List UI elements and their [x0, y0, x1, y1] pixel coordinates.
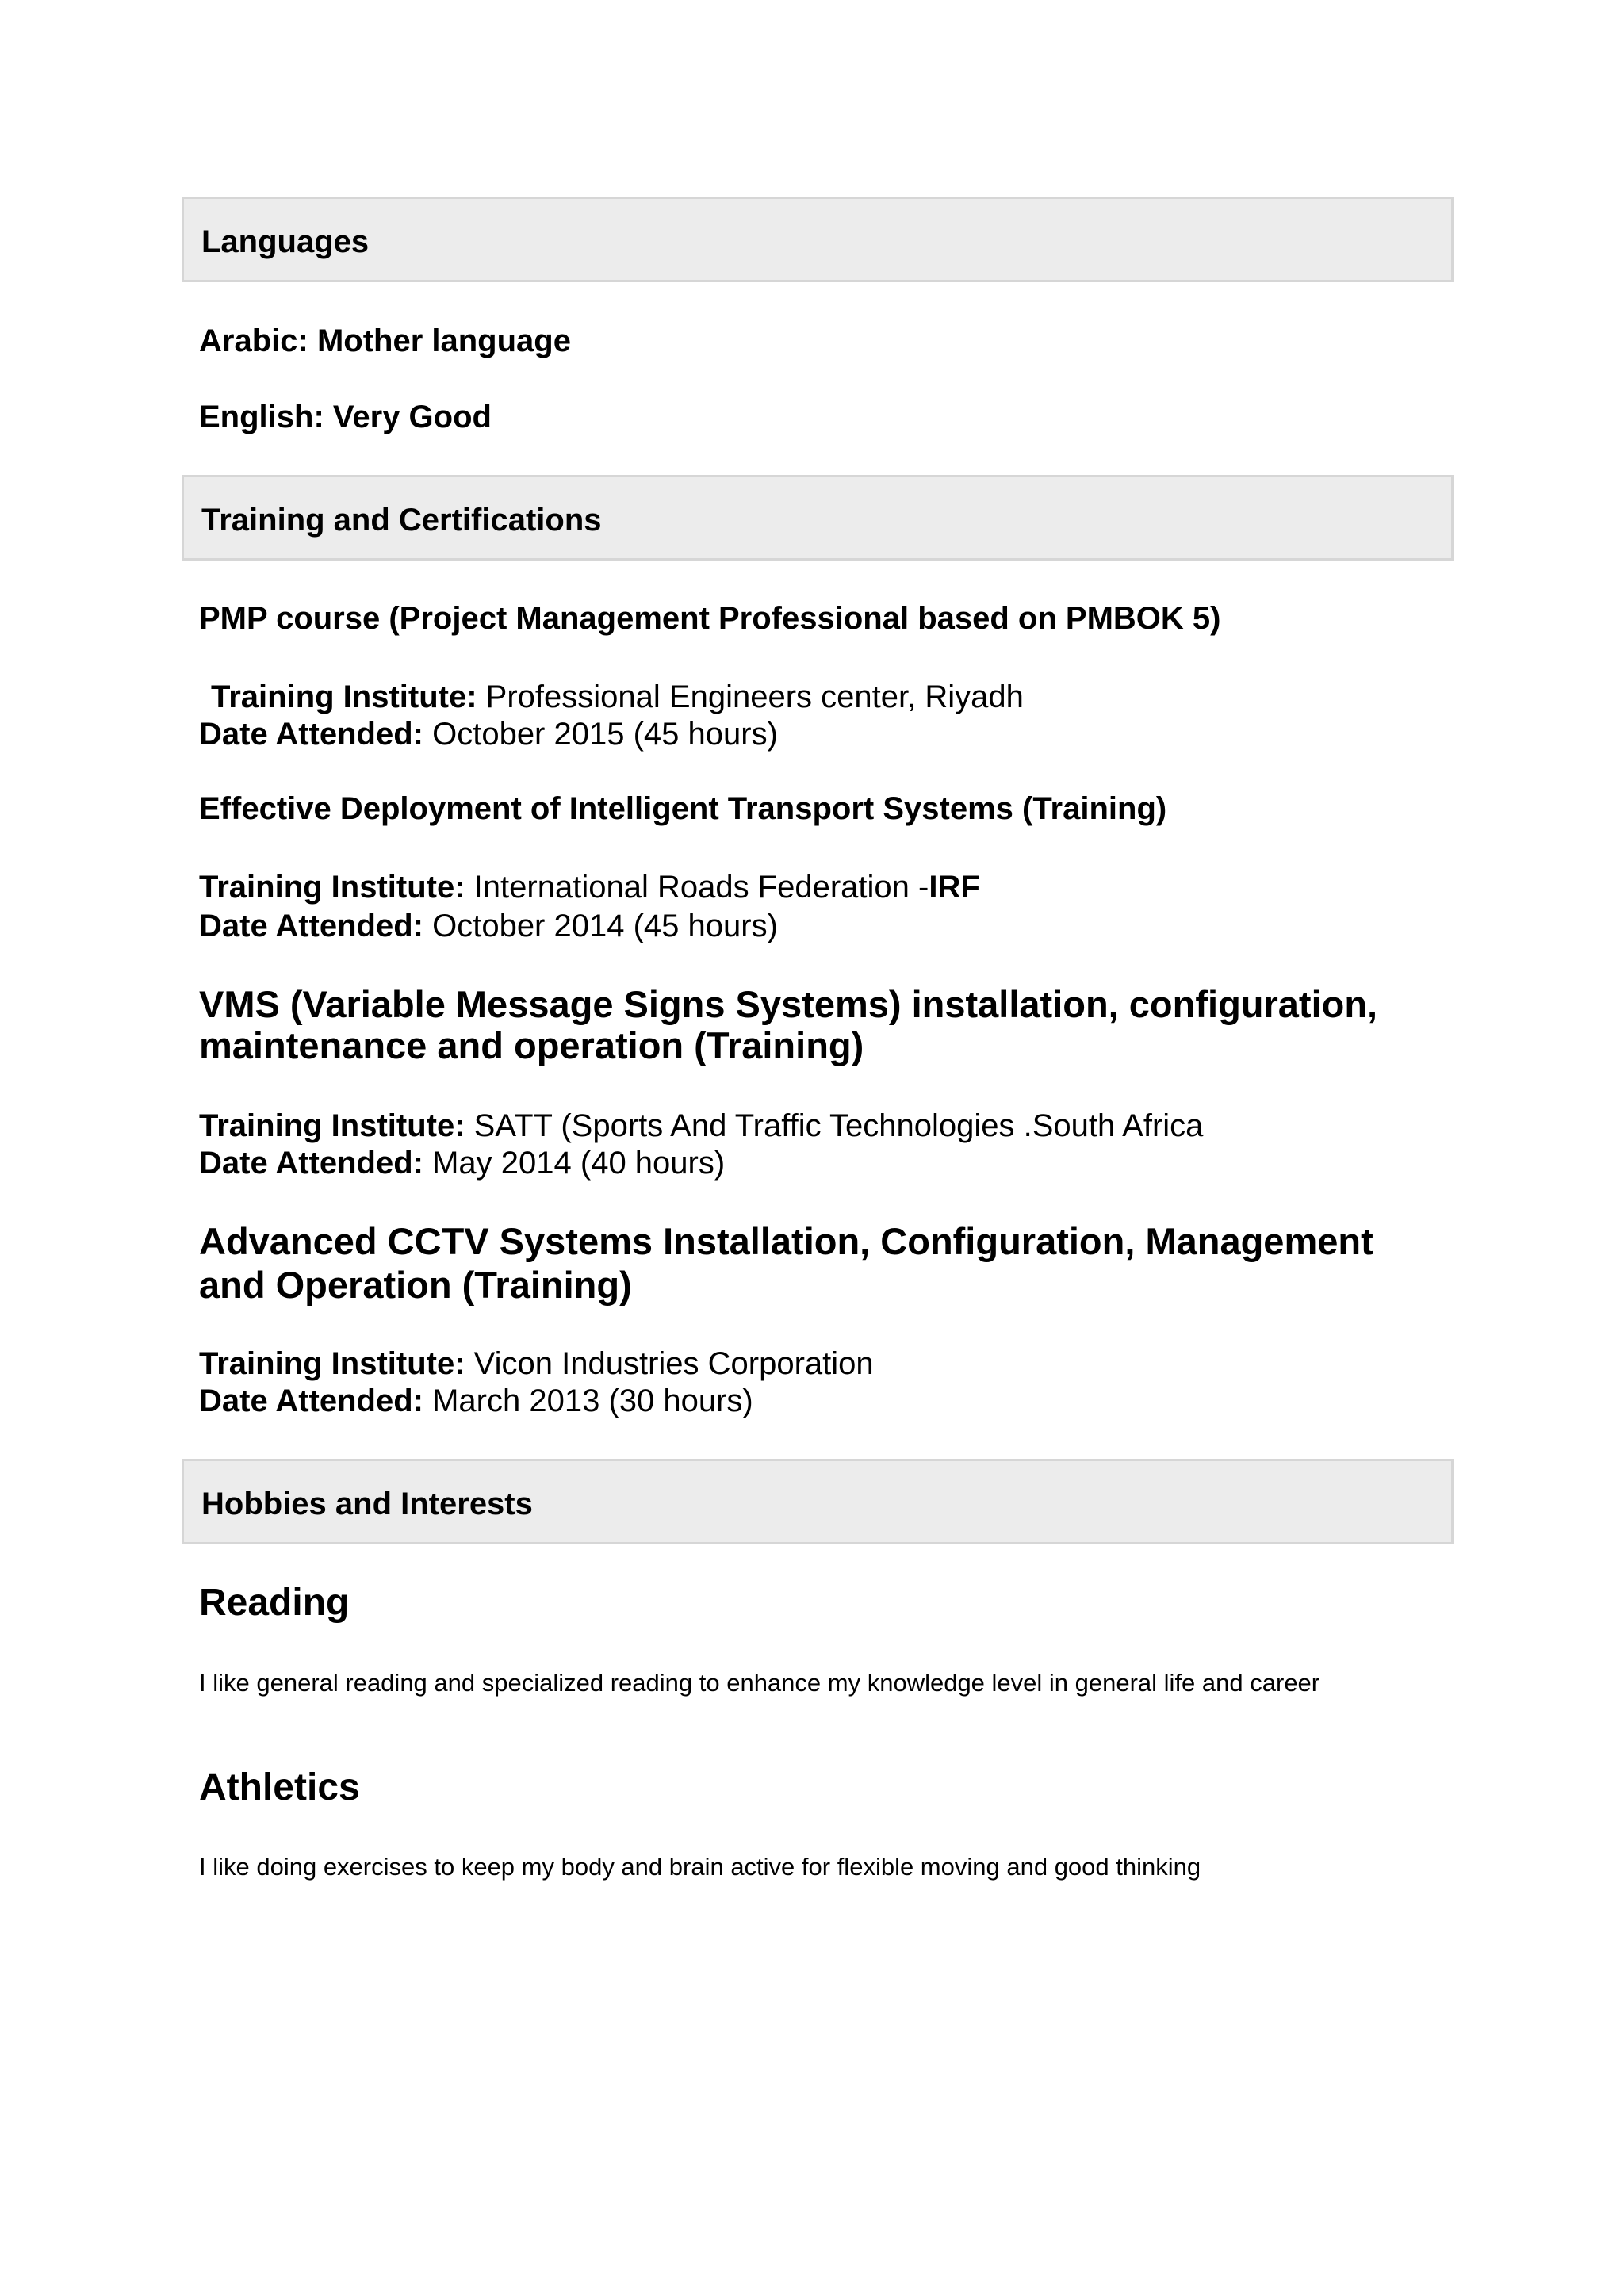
- course-title: Effective Deployment of Intelligent Transport Systems (Training): [199, 791, 1167, 826]
- hobby-description: I like doing exercises to keep my body and brain active for flexible moving and good thinking: [199, 1853, 1201, 1881]
- institute-label: Training Institute:: [199, 1108, 465, 1143]
- hobbies-section-header: [182, 1459, 1454, 1544]
- course-institute: [211, 678, 1024, 716]
- course-title-line1: VMS (Variable Message Signs Systems) installation, configuration,: [199, 983, 1378, 1025]
- languages-section-header: [182, 197, 1454, 282]
- institute-value: SATT (Sports And Traffic Technologies .South Africa: [473, 1108, 1204, 1143]
- languages-heading: Languages: [201, 224, 370, 259]
- institute-value: International Roads Federation -: [473, 870, 929, 905]
- course-institute: [199, 1345, 874, 1383]
- language-item-arabic: [199, 322, 571, 360]
- date-label: Date Attended:: [199, 717, 423, 752]
- hobbies-heading: Hobbies and Interests: [201, 1487, 533, 1521]
- course-date: [199, 715, 778, 753]
- date-label: Date Attended:: [199, 1383, 423, 1418]
- language-label: English:: [199, 400, 324, 434]
- course-title: PMP course (Project Management Professional based on PMBOK 5): [199, 601, 1221, 636]
- date-label: Date Attended:: [199, 1146, 423, 1181]
- course-institute: [199, 868, 980, 906]
- course-date: [199, 907, 778, 945]
- language-level: Mother language: [316, 323, 571, 358]
- date-label: Date Attended:: [199, 909, 423, 943]
- institute-label: Training Institute:: [199, 870, 465, 905]
- hobby-description: I like general reading and specialized reading to enhance my knowledge level in general life and career: [199, 1669, 1320, 1697]
- course-title-line1: Advanced CCTV Systems Installation, Configuration, Management: [199, 1220, 1373, 1262]
- institute-value: Professional Engineers center, Riyadh: [485, 679, 1024, 714]
- course-date: [199, 1382, 753, 1420]
- training-section-header: [182, 475, 1454, 561]
- institute-label: Training Institute:: [199, 1346, 465, 1381]
- date-value: May 2014 (40 hours): [432, 1146, 726, 1181]
- institute-abbrev: IRF: [929, 870, 980, 905]
- course-title-line2: maintenance and operation (Training): [199, 1024, 864, 1066]
- course-institute: [199, 1107, 1203, 1145]
- hobby-title: Athletics: [199, 1766, 360, 1808]
- institute-value: Vicon Industries Corporation: [473, 1346, 874, 1381]
- language-level: Very Good: [332, 400, 492, 434]
- date-value: March 2013 (30 hours): [432, 1383, 753, 1418]
- hobby-title: Reading: [199, 1582, 350, 1624]
- course-title-line2: and Operation (Training): [199, 1264, 632, 1306]
- training-heading: Training and Certifications: [201, 503, 602, 538]
- institute-label: Training Institute:: [211, 679, 477, 714]
- date-value: October 2015 (45 hours): [432, 717, 778, 752]
- language-item-english: [199, 398, 492, 436]
- language-label: Arabic:: [199, 323, 308, 358]
- course-date: [199, 1144, 725, 1182]
- date-value: October 2014 (45 hours): [432, 909, 778, 943]
